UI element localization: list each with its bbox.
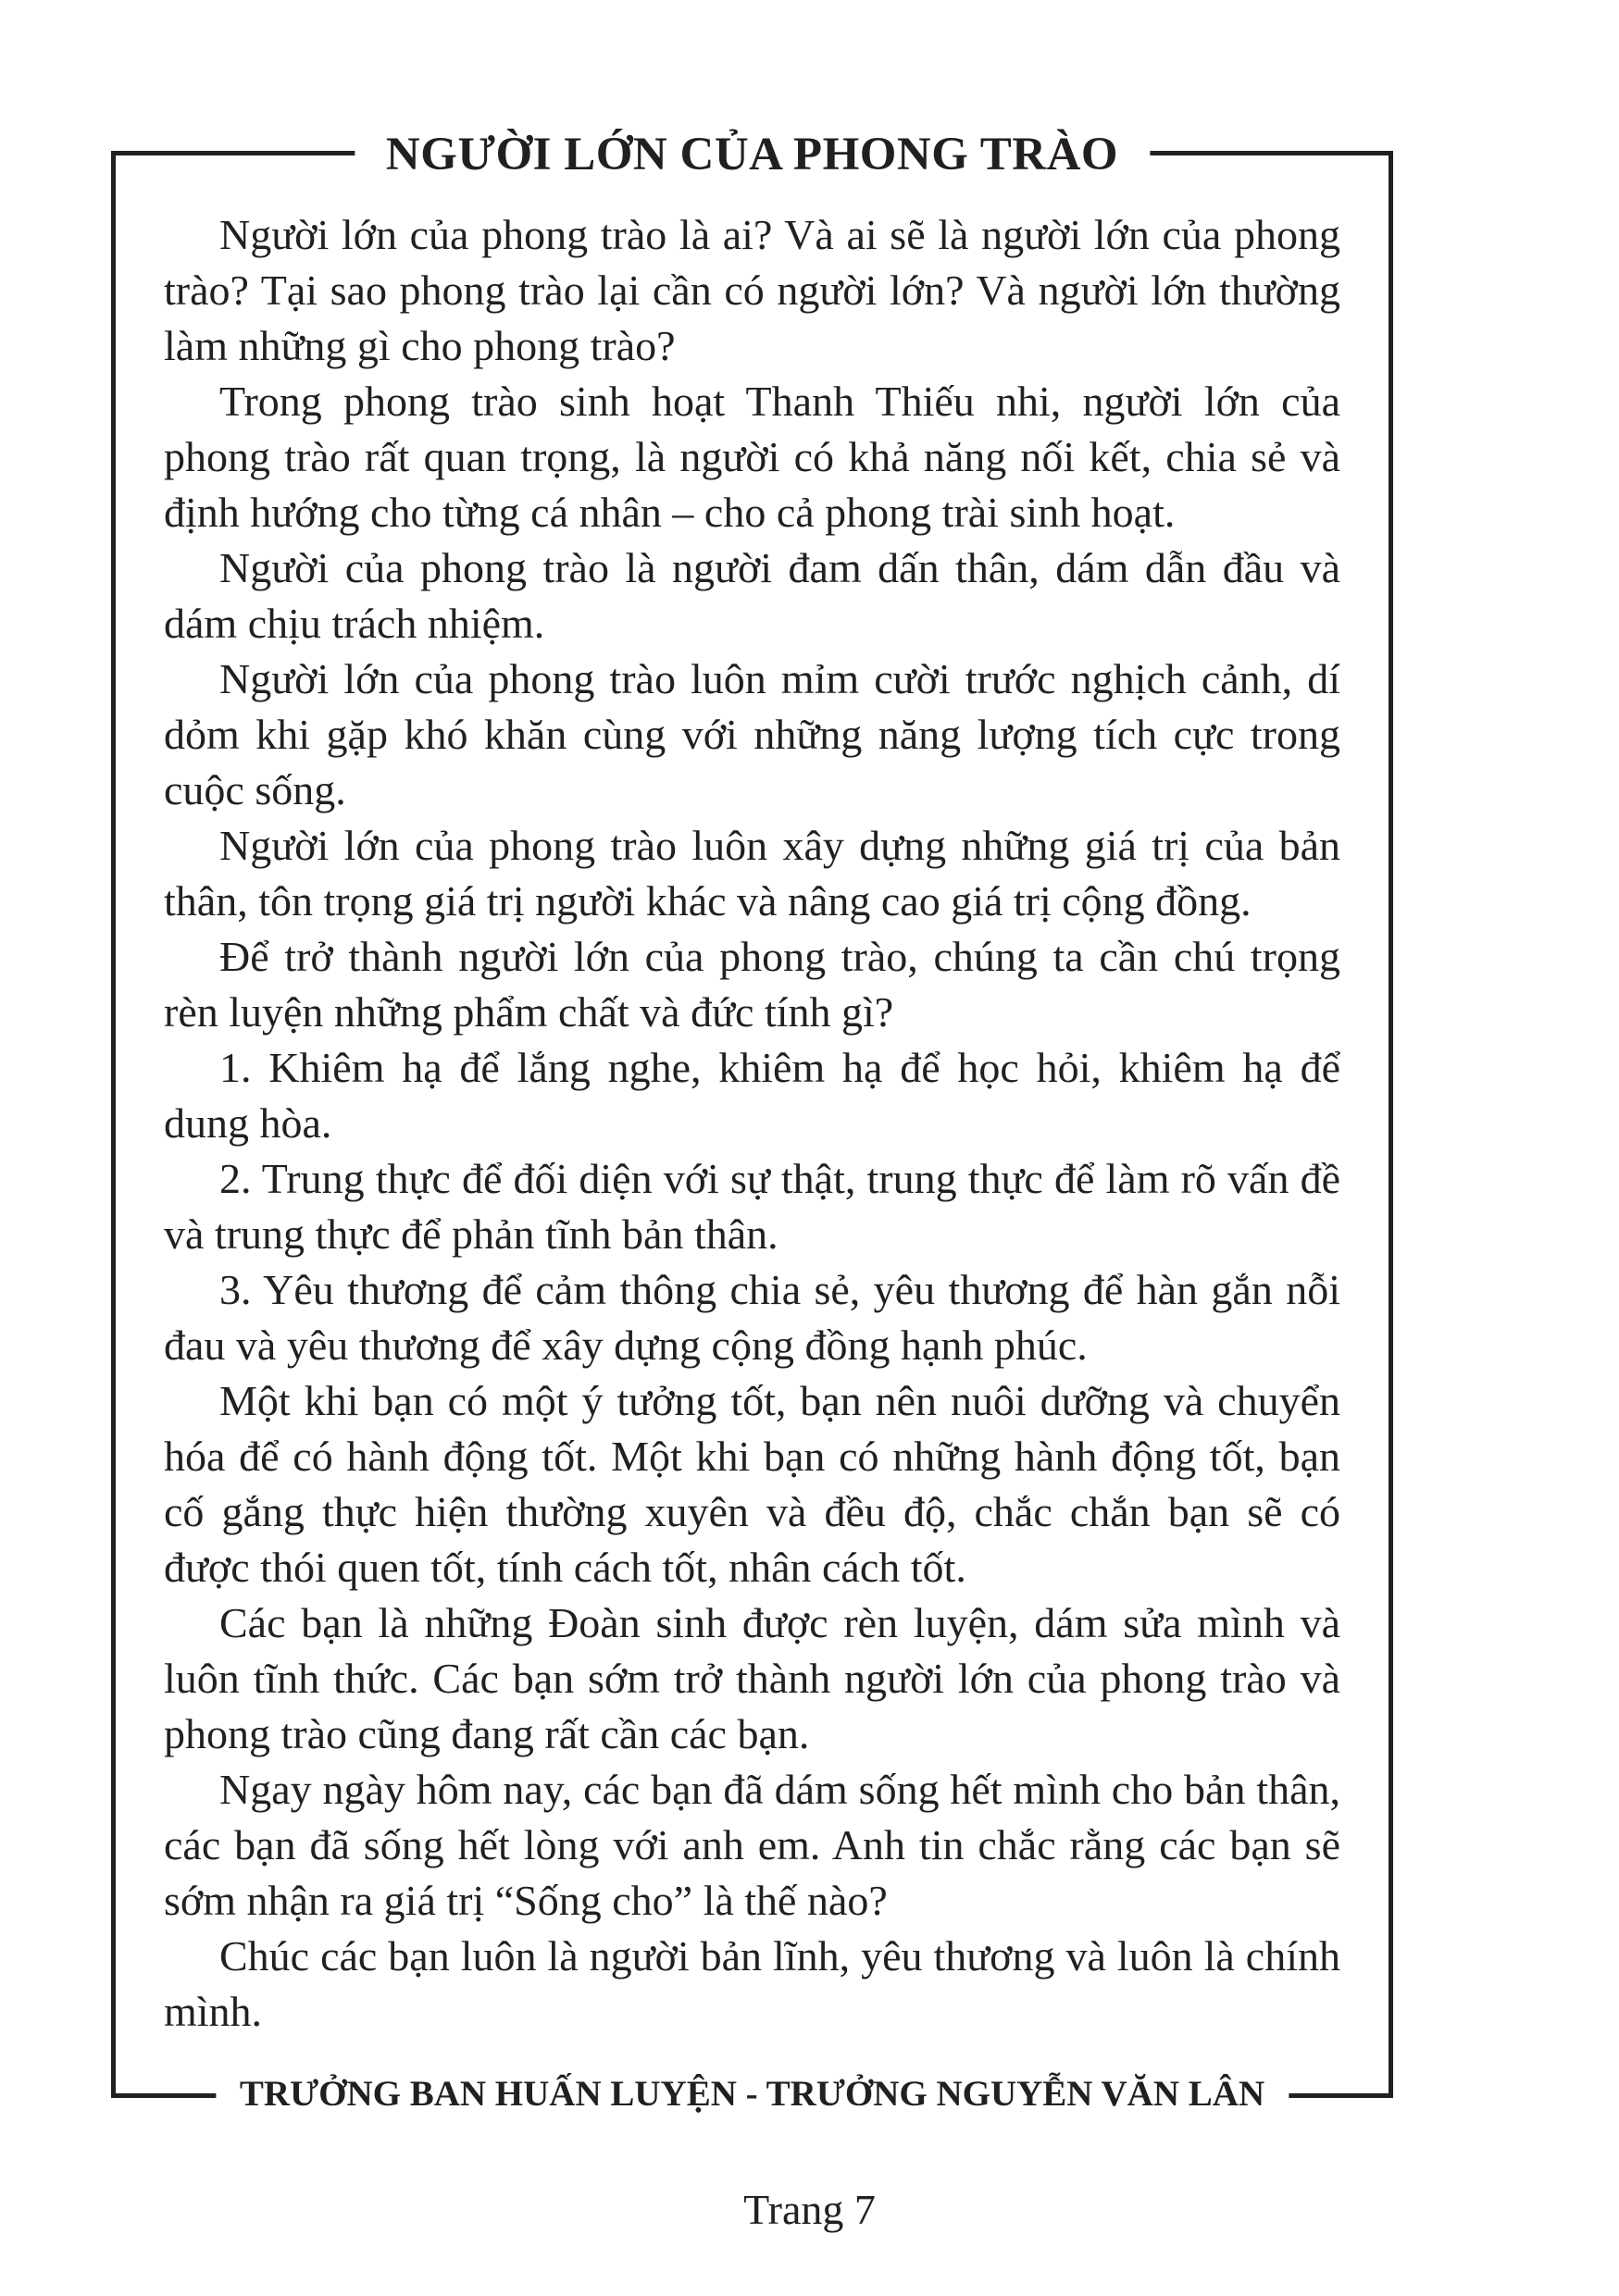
paragraph: Các bạn là những Đoàn sinh được rèn luyện, dám sửa mình và luôn tĩnh thức. Các bạn sớm trở thành người lớn của phong trào và phong trào cũng đang rất cần các bạn. [164,1599,1340,1757]
paragraph: Người lớn của phong trào luôn xây dựng những giá trị của bản thân, tôn trọng giá trị người khác và nâng cao giá trị cộng đồng. [164,822,1340,925]
article-title: NGƯỜI LỚN CỦA PHONG TRÀO [355,122,1150,187]
article-body [164,207,1340,2040]
paragraph: Để trở thành người lớn của phong trào, chúng ta cần chú trọng rèn luyện những phẩm chất và đức tính gì? [164,933,1340,1036]
list-item-love: 3. Yêu thương để cảm thông chia sẻ, yêu thương để hàn gắn nỗi đau và yêu thương để xây dựng cộng đồng hạnh phúc. [164,1266,1340,1369]
article-frame [111,129,1393,2114]
paragraph: Ngay ngày hôm nay, các bạn đã dám sống hết mình cho bản thân, các bạn đã sống hết lòng với anh em. Anh tin chắc rằng các bạn sẽ sớm nhận ra giá trị “Sống cho” là thế nào? [164,1766,1340,1924]
paragraph: Chúc các bạn luôn là người bản lĩnh, yêu thương và luôn là chính mình. [164,1932,1340,2035]
author-signature: TRƯỞNG BAN HUẤN LUYỆN - TRƯỞNG NGUYỄN VĂN LÂN [216,2071,1289,2117]
paragraph: Người lớn của phong trào là ai? Và ai sẽ là người lớn của phong trào? Tại sao phong trào lại cần có người lớn? Và người lớn thường làm những gì cho phong trào? [164,211,1340,369]
paragraph: Trong phong trào sinh hoạt Thanh Thiếu nhi, người lớn của phong trào rất quan trọng, là người có khả năng nối kết, chia sẻ và định hướng cho từng cá nhân – cho cả phong trài sinh hoạt. [164,378,1340,536]
list-item-humility: 1. Khiêm hạ để lắng nghe, khiêm hạ để học hỏi, khiêm hạ để dung hòa. [164,1044,1340,1147]
paragraph: Người lớn của phong trào luôn mỉm cười trước nghịch cảnh, dí dỏm khi gặp khó khăn cùng với những năng lượng tích cực trong cuộc sống. [164,655,1340,813]
list-item-honesty: 2. Trung thực để đối diện với sự thật, trung thực để làm rõ vấn đề và trung thực để phản tĩnh bản thân. [164,1155,1340,1258]
page-number: Trang 7 [743,2186,876,2233]
paragraph: Người của phong trào là người đam dấn thân, dám dẫn đầu và dám chịu trách nhiệm. [164,544,1340,647]
paragraph: Một khi bạn có một ý tưởng tốt, bạn nên nuôi dưỡng và chuyển hóa để có hành động tốt. Một khi bạn có những hành động tốt, bạn cố gắng thực hiện thường xuyên và đều độ, chắc chắn bạn sẽ có được thói quen tốt, tính cách tốt, nhân cách tốt. [164,1377,1340,1591]
